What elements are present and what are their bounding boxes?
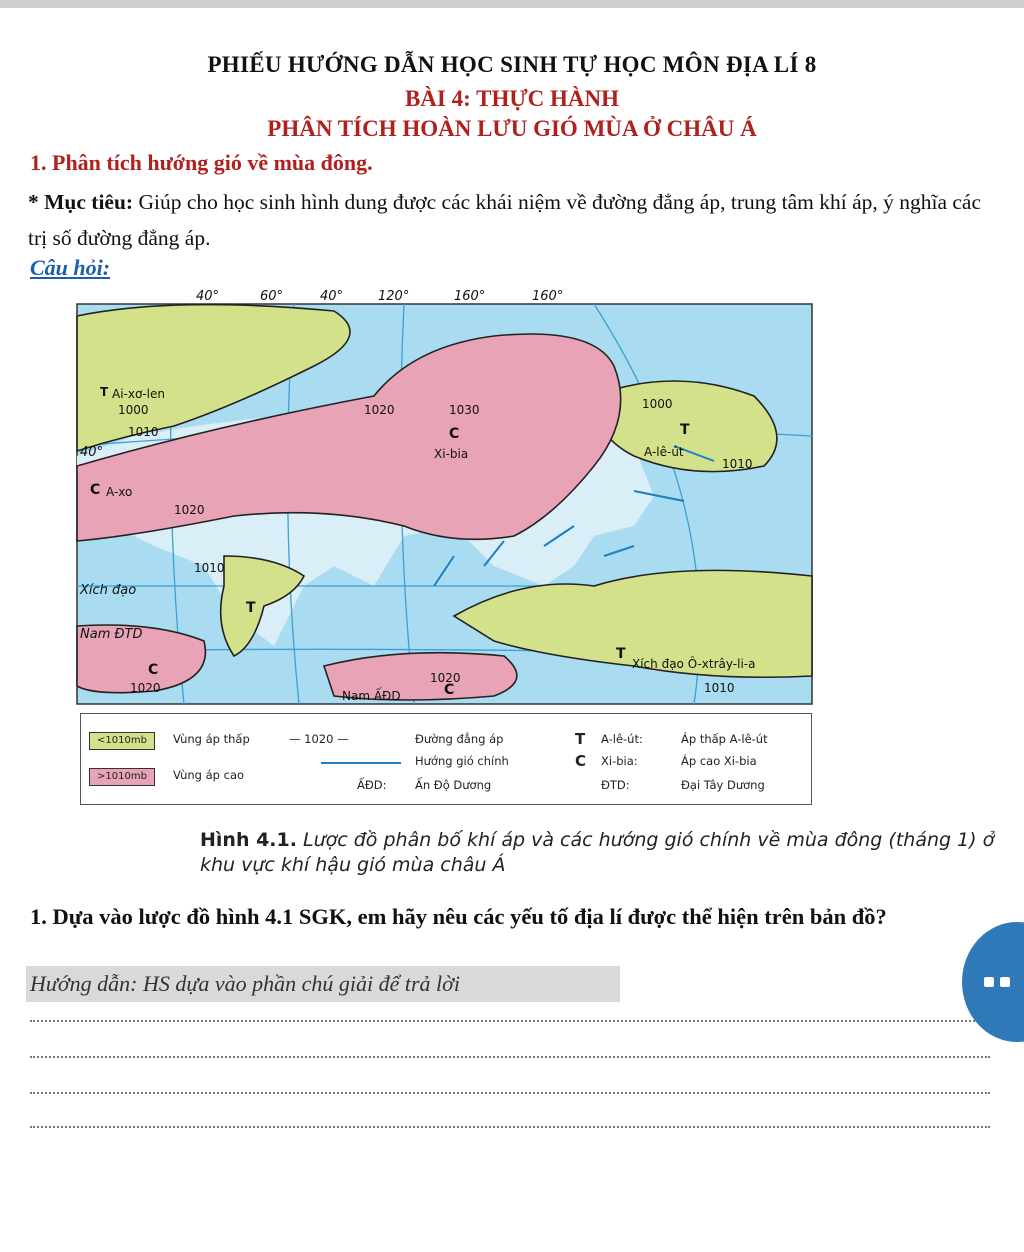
objective-label: * Mục tiêu:: [28, 190, 134, 214]
objective-text: Giúp cho học sinh hình dung được các khái niệm về đường đẳng áp, trung tâm khí áp, ý nghĩa các trị số đường đẳng áp.: [28, 190, 981, 250]
isobar-line-key: — 1020 —: [289, 732, 349, 746]
siberia-high-symbol: C: [449, 426, 460, 442]
isobar-label: 1030: [449, 403, 480, 417]
south-high-symbol: C: [148, 662, 159, 678]
azores-label: A-xo: [106, 485, 133, 499]
high-pressure-swatch: >1010mb: [89, 768, 155, 786]
aleutian-label: A-lê-út: [644, 445, 684, 459]
isobar-label: 1020: [364, 403, 395, 417]
isobar-label: 1020: [130, 681, 161, 695]
dot-icon: [984, 977, 994, 987]
lon-label: 60°: [260, 289, 284, 304]
wind-arrow-icon: [321, 752, 401, 764]
isobar-key-label: Đường đẳng áp: [415, 732, 504, 746]
objective-paragraph: [28, 184, 988, 256]
lon-label: 160°: [532, 289, 564, 304]
iceland-label: Ai-xơ-len: [112, 387, 165, 401]
isobar-label: 1000: [642, 397, 673, 411]
c-key: Xi-bia:: [601, 754, 638, 768]
lon-label: 160°: [454, 289, 486, 304]
australia-label: Xích đạo Ô-xtrây-li-a: [632, 657, 756, 671]
isobar-label: 1010: [194, 561, 225, 575]
answer-line[interactable]: [30, 1090, 990, 1094]
low-pressure-swatch: <1010mb: [89, 732, 155, 750]
top-bar: [0, 0, 1024, 8]
caption-text: Lược đồ phân bố khí áp và các hướng gió chính về mùa đông (tháng 1) ở khu vực khí hậu gió mùa châu Á: [200, 829, 995, 876]
isobar-label: 1010: [704, 681, 735, 695]
lat-label: 40°: [80, 445, 104, 460]
section-heading: 1. Phân tích hướng gió về mùa đông.: [30, 150, 373, 175]
questions-heading: Câu hỏi:: [30, 255, 111, 280]
isobar-label: 1020: [174, 503, 205, 517]
answer-line[interactable]: [30, 1018, 990, 1022]
lon-label: 40°: [320, 289, 344, 304]
wind-key-label: Hướng gió chính: [415, 754, 509, 768]
c-symbol: C: [575, 752, 587, 770]
figure-number: Hình 4.1.: [200, 829, 297, 851]
indian-high-symbol: C: [444, 682, 455, 698]
south-indian-label: Nam ẤĐD: [342, 689, 401, 703]
isobar-key-value: 1020: [304, 732, 334, 746]
lon-label: 120°: [378, 289, 410, 304]
t-value: Áp thấp A-lê-út: [681, 732, 768, 746]
question-1: 1. Dựa vào lược đồ hình 4.1 SGK, em hãy nêu các yếu tố địa lí được thể hiện trên bản đồ?: [30, 904, 887, 929]
dtd-full: Đại Tây Dương: [681, 778, 765, 792]
equator-label: Xích đạo: [80, 583, 137, 598]
lesson-title: BÀI 4: THỰC HÀNH: [404, 86, 620, 111]
low-pressure-label: Vùng áp thấp: [173, 732, 250, 746]
t-symbol: T: [575, 730, 586, 748]
answer-line[interactable]: [30, 1054, 990, 1058]
answer-line[interactable]: [30, 1124, 990, 1128]
add-full: Ấn Độ Dương: [415, 778, 492, 792]
c-value: Áp cao Xi-bia: [681, 754, 757, 768]
lon-label: 40°: [196, 289, 220, 304]
iceland-low-symbol: T: [100, 385, 109, 399]
isobar-label: 1010: [722, 457, 753, 471]
map-legend: [80, 713, 812, 805]
floating-menu-button[interactable]: [962, 922, 1024, 1042]
isobar-label: 1000: [118, 403, 149, 417]
isobar-label: 1010: [128, 425, 159, 439]
dot-icon: [1000, 977, 1010, 987]
figure-caption: [200, 828, 1000, 878]
siberia-label: Xi-bia: [434, 447, 469, 461]
lesson-subtitle: PHÂN TÍCH HOÀN LƯU GIÓ MÙA Ở CHÂU Á: [267, 116, 757, 141]
aleutian-low-symbol: T: [680, 422, 690, 438]
add-abbr: ẤĐD:: [357, 778, 387, 792]
isobar-label: 1020: [430, 671, 461, 685]
dtd-abbr: ĐTD:: [601, 778, 630, 792]
pressure-map: [74, 286, 814, 706]
south-atlantic-label: Nam ĐTD: [80, 627, 143, 642]
worksheet-title: PHIẾU HƯỚNG DẪN HỌC SINH TỰ HỌC MÔN ĐỊA LÍ 8: [207, 52, 817, 77]
high-pressure-label: Vùng áp cao: [173, 768, 245, 782]
hint-box: Hướng dẫn: HS dựa vào phần chú giải để trả lời: [26, 966, 620, 1002]
australia-low-symbol: T: [616, 646, 626, 662]
africa-low-symbol: T: [246, 600, 256, 616]
t-key: A-lê-út:: [601, 732, 643, 746]
azores-high-symbol: C: [90, 482, 101, 498]
